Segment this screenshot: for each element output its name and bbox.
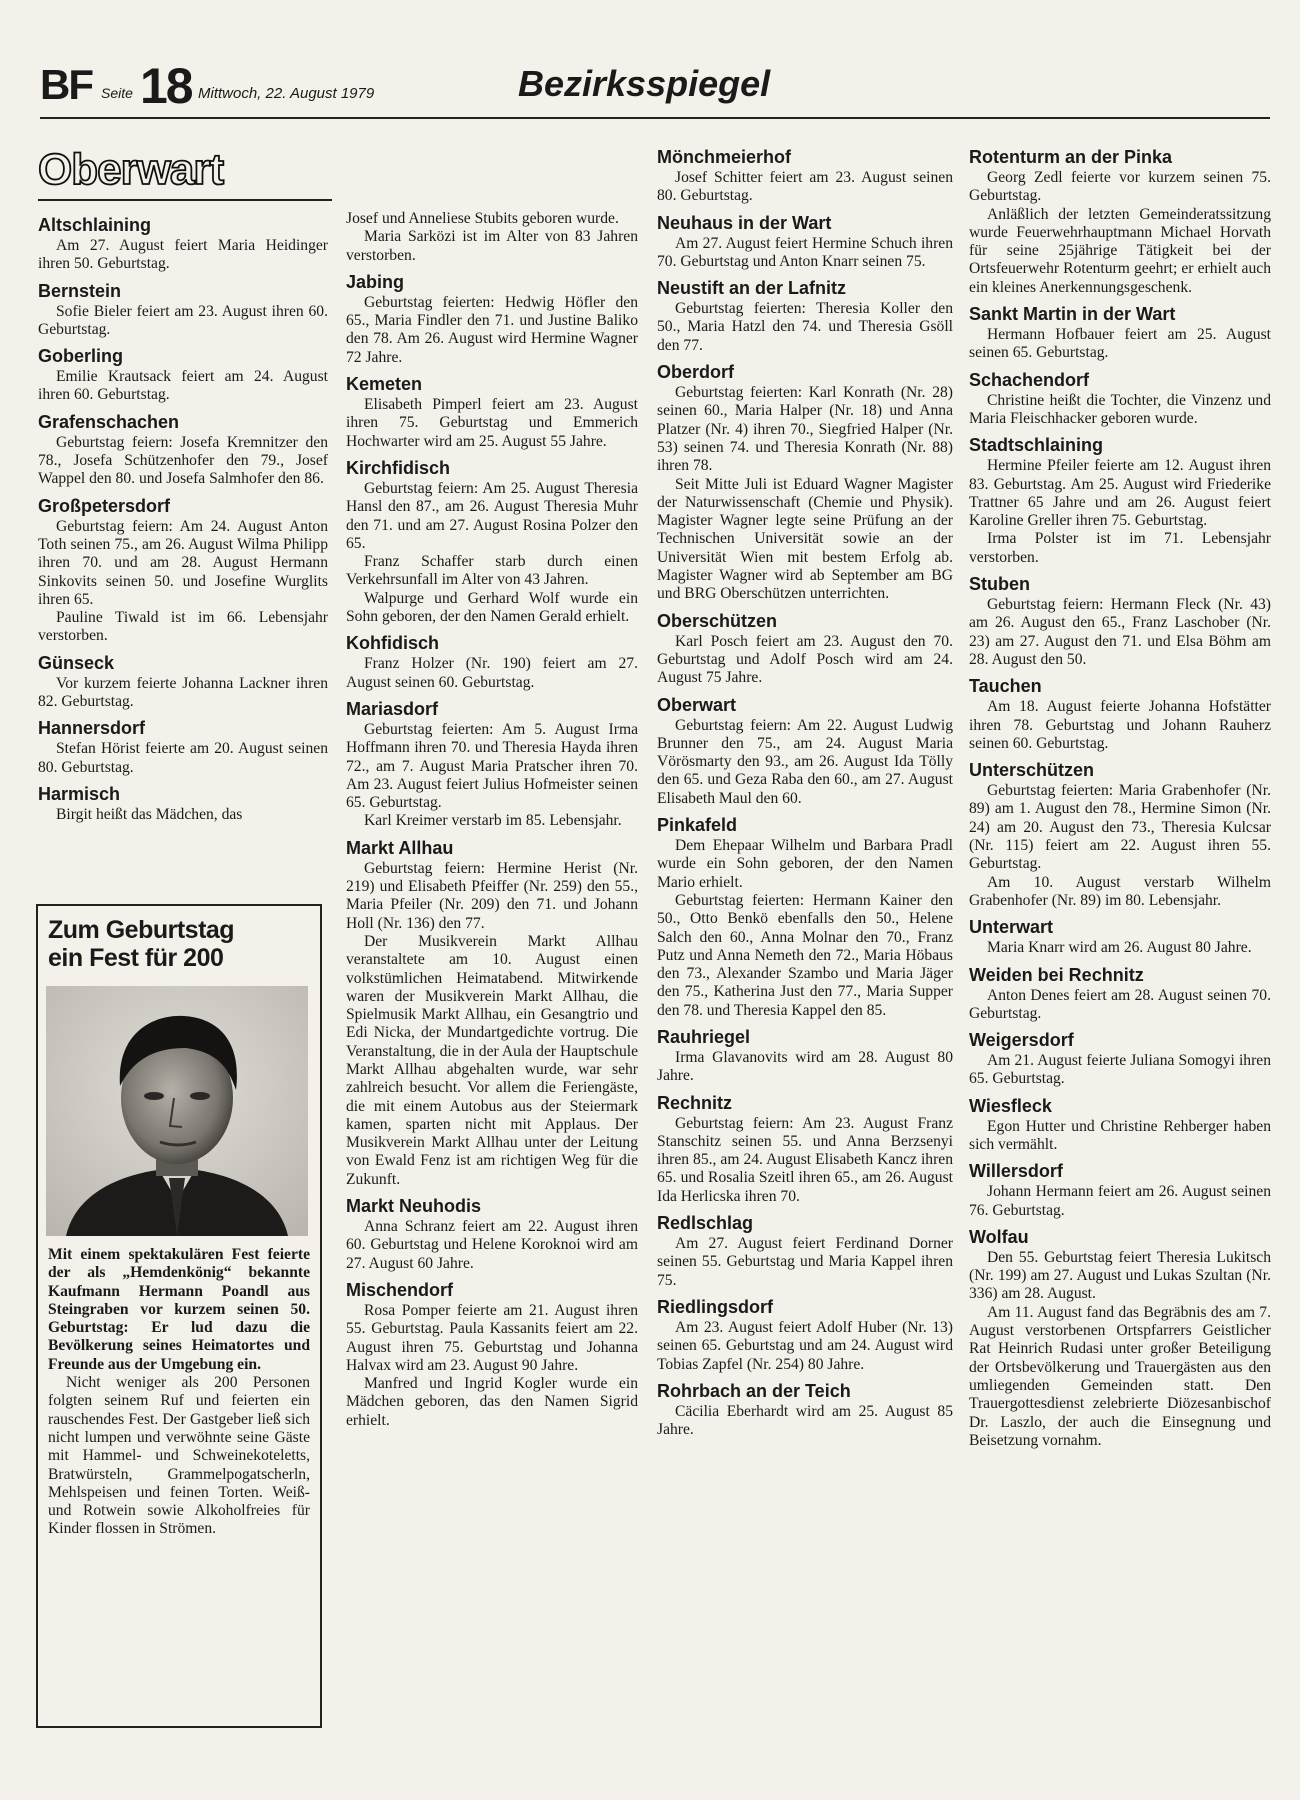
town-heading: Rechnitz bbox=[657, 1092, 733, 1113]
town-heading: Mischendorf bbox=[346, 1279, 454, 1300]
news-paragraph: Am 18. August feierte Johanna Hofstätter ihren 78. Geburtstag und Johann Rauherz seinen 60. Geburtstag. bbox=[969, 698, 1271, 752]
town-heading: Altschlaining bbox=[38, 215, 152, 235]
town-heading: Unterwart bbox=[969, 917, 1054, 938]
town-heading: Mönchmeierhof bbox=[657, 147, 792, 167]
town-heading: Weigersdorf bbox=[969, 1030, 1074, 1051]
town-heading: Wiesfleck bbox=[969, 1095, 1052, 1116]
town-heading: Goberling bbox=[38, 346, 123, 367]
news-paragraph: Irma Polster ist im 71. Lebensjahr verstorben. bbox=[969, 530, 1271, 566]
town-heading: Oberdorf bbox=[657, 362, 735, 383]
town-heading: Neustift an der Lafnitz bbox=[657, 278, 847, 299]
news-paragraph: Irma Glavanovits wird am 28. August 80 Jahre. bbox=[657, 1048, 953, 1085]
news-paragraph: Am 27. August feiert Ferdinand Dorner seinen 55. Geburtstag und Maria Kappel ihren 75. bbox=[657, 1235, 953, 1289]
news-paragraph: Am 21. August feierte Juliana Somogyi ihren 65. Geburtstag. bbox=[969, 1052, 1271, 1088]
issue-date: Mittwoch, 22. August 1979 bbox=[198, 85, 375, 102]
news-paragraph: Geburtstag feierten: Am 5. August Irma Hoffmann ihren 70. und Theresia Hayda ihren 72., am 7. August Maria Pratscher ihren 70. Am 23. August feiert Julius Hofmeister seinen 65. Geburtstag. bbox=[346, 720, 638, 812]
news-paragraph: Stefan Hörist feierte am 20. August seinen 80. Geburtstag. bbox=[38, 740, 328, 776]
box-headline-line-2: ein Fest für 200 bbox=[48, 944, 224, 972]
news-paragraph: Geburtstag feiern: Am 22. August Ludwig Brunner den 75., am 24. August Maria Vörösmarty den 93., am 26. August Ida Tölly den 65. und Geza Raba den 60., am 27. August Elisabeth Maul den 60. bbox=[657, 716, 953, 807]
town-heading: Schachendorf bbox=[969, 369, 1090, 390]
news-paragraph: Rosa Pomper feierte am 21. August ihren 55. Geburtstag. Paula Kassanits feiert am 22. August ihren 75. Geburtstag und Johanna Halvax wird am 23. August 90 Jahre. bbox=[346, 1301, 638, 1374]
town-heading: Redlschlag bbox=[657, 1213, 754, 1234]
town-heading: Stadtschlaining bbox=[969, 435, 1104, 456]
news-paragraph: Geburtstag feiern: Am 25. August Theresia Hansl den 87., am 26. August Theresia Muhr den 71. und am 27. August Rosina Polzer den 65. bbox=[346, 479, 638, 552]
news-paragraph: Birgit heißt das Mädchen, das bbox=[56, 805, 243, 823]
town-heading: Oberwart bbox=[657, 694, 737, 715]
town-heading: Großpetersdorf bbox=[38, 495, 171, 516]
news-paragraph: Karl Posch feiert am 23. August den 70. Geburtstag und Adolf Posch wird am 24. August 75 Jahre. bbox=[657, 632, 953, 687]
news-paragraph: Geburtstag feiern: Hermine Herist (Nr. 219) und Elisabeth Pfeiffer (Nr. 259) den 55., Maria Pfeiler (Nr. 209) den 71. und Johann Holl (Nr. 136) den 77. bbox=[346, 859, 638, 932]
news-paragraph: Geburtstag feiern: Hermann Fleck (Nr. 43) am 26. August den 65., Franz Laschober (Nr. 23) am 27. August den 71. und Elsa Böhm am 28. August den 50. bbox=[969, 596, 1271, 668]
town-heading: Rotenturm an der Pinka bbox=[969, 147, 1173, 167]
news-paragraph: Elisabeth Pimperl feiert am 23. August ihren 75. Geburtstag und Emmerich Hochwarter wird am 25. August 55 Jahre. bbox=[346, 396, 638, 450]
town-heading: Willersdorf bbox=[969, 1161, 1063, 1182]
town-heading: Grafenschachen bbox=[38, 411, 180, 432]
news-paragraph: Pauline Tiwald ist im 66. Lebensjahr verstorben. bbox=[38, 609, 328, 645]
town-title: Oberwart bbox=[38, 145, 224, 194]
page-label: Seite bbox=[101, 85, 133, 101]
town-heading: Hannersdorf bbox=[38, 718, 146, 739]
news-paragraph: Geburtstag feiern: Josefa Kremnitzer den 78., Josefa Schützenhofer den 79., Josef Wappel den 80. und Josefa Salmhofer den 86. bbox=[38, 433, 328, 488]
box-article bbox=[48, 1246, 310, 1539]
masthead-rule bbox=[40, 117, 1270, 119]
town-heading: Mariasdorf bbox=[346, 698, 439, 719]
news-paragraph: Geburtstag feiern: Am 23. August Franz Stanschitz seinen 55. und Anna Berzsenyi ihren 85., am 24. August Elisabeth Kancz ihren 65. und Rosalia Szeitl ihren 65., am 26. August Ida Herlicska ihren 70. bbox=[657, 1114, 953, 1205]
box-body: Nicht weniger als 200 Personen folgten seinem Ruf und feierten ein rauschendes Fest. Der Gastgeber ließ sich nicht lumpen und verwöhnte seine Gäste mit Hammel- und Schweinekoteletts, Bratwürsteln, Grammelpogatscherln, Mehlspeisen und feinen Torten. Weiß- und Rotwein sowie Alkoholfreies für Kinder flossen in Strömen. bbox=[48, 1374, 310, 1538]
town-heading: Wolfau bbox=[969, 1226, 1029, 1247]
town-heading: Sankt Martin in der Wart bbox=[969, 304, 1176, 325]
town-heading: Kohfidisch bbox=[346, 633, 439, 654]
newspaper-logo: BF bbox=[40, 61, 92, 108]
feature-box bbox=[36, 904, 322, 1728]
news-paragraph: Anna Schranz feiert am 22. August ihren 60. Geburtstag und Helene Koroknoi wird am 27. August 60 Jahre. bbox=[346, 1218, 638, 1272]
news-paragraph: Sofie Bieler feiert am 23. August ihren 60. Geburtstag. bbox=[38, 302, 328, 338]
town-banner bbox=[38, 145, 338, 200]
news-paragraph: Hermine Pfeiler feierte am 12. August ihren 83. Geburtstag. Am 25. August wird Friederike Trattner 65 Jahre und am 26. August feiert Karoline Greller ihren 75. Geburtstag. bbox=[969, 457, 1271, 530]
news-paragraph: Anton Denes feiert am 28. August seinen 70. Geburtstag. bbox=[969, 986, 1271, 1022]
news-paragraph: Dem Ehepaar Wilhelm und Barbara Pradl wurde ein Sohn geboren, der den Namen Mario erhielt. bbox=[657, 837, 953, 891]
news-paragraph: Hermann Hofbauer feiert am 25. August seinen 65. Geburtstag. bbox=[969, 326, 1271, 362]
town-heading: Markt Neuhodis bbox=[346, 1196, 482, 1217]
news-paragraph: Maria Knarr wird am 26. August 80 Jahre. bbox=[987, 939, 1252, 957]
news-paragraph: Am 27. August feiert Maria Heidinger ihren 50. Geburtstag. bbox=[38, 237, 328, 273]
news-paragraph: Maria Sarközi ist im Alter von 83 Jahren verstorben. bbox=[346, 228, 638, 264]
town-heading: Oberschützen bbox=[657, 610, 778, 631]
news-paragraph: Christine heißt die Tochter, die Vinzenz und Maria Fleischhacker geboren wurde. bbox=[969, 391, 1271, 427]
news-paragraph: Seit Mitte Juli ist Eduard Wagner Magister der Naturwissenschaft (Chemie und Physik). Magister Wagner legte seine Prüfung an der Technischen Universität sowie an der Universität Wien mit bestem Erfolg ab. Magister Wagner wird ab September am BG und BRG Oberschützen unterrichten. bbox=[657, 475, 953, 603]
town-heading: Rohrbach an der Teich bbox=[657, 1380, 851, 1401]
town-heading: Rauhriegel bbox=[657, 1026, 751, 1047]
column-1 bbox=[38, 214, 328, 954]
column-2 bbox=[346, 210, 638, 1800]
town-heading: Pinkafeld bbox=[657, 815, 738, 836]
news-paragraph: Geburtstag feierten: Hermann Kainer den 50., Otto Benkö ebenfalls den 50., Helene Salch den 60., Anna Molnar den 70., Franz Putz und Anna Nemeth den 72., Maria Höbaus den 73., Alexander Szambo und Maria Jäger den 75., Katherina Just den 77., Maria Supper den 78. und Theresia Kappel den 85. bbox=[657, 891, 953, 1019]
column-4 bbox=[969, 146, 1271, 1736]
news-paragraph: Geburtstag feierten: Karl Konrath (Nr. 28) seinen 60., Maria Halper (Nr. 18) und Anna Platzer (Nr. 4) ihren 70., Siegfried Halper (Nr. 53) seinen 74. und Theresia Konrath (Nr. 88) ihren 78. bbox=[657, 384, 953, 475]
box-lead: Mit einem spektakulären Fest feierte der als „Hemdenkönig“ bekannte Kaufmann Hermann Poandl aus Steingraben vor kurzem seinen 50. Geburtstag: Er lud dazu die Bevölkerung seines Heimatortes und Freunde aus der Umgebung ein. bbox=[48, 1246, 310, 1373]
section-title: Bezirksspiegel bbox=[518, 63, 771, 104]
portrait-illustration bbox=[46, 986, 308, 1236]
news-paragraph: Den 55. Geburtstag feiert Theresia Lukitsch (Nr. 199) am 27. August und Lukas Szultan (Nr. 336) am 28. August. bbox=[969, 1248, 1271, 1303]
column-3 bbox=[657, 146, 953, 1736]
news-paragraph: Anläßlich der letzten Gemeinderatssitzung wurde Feuerwehrhauptmann Michael Horvath für seine 25jährige Tätigkeit bei der Ortsfeuerwehr Rotenturm geehrt; er erhielt auch ein kleines Anerkennungsgeschenk. bbox=[969, 205, 1271, 296]
page-number: 18 bbox=[140, 58, 192, 114]
news-paragraph: Franz Schaffer starb durch einen Verkehrsunfall im Alter von 43 Jahren. bbox=[346, 553, 638, 589]
masthead bbox=[40, 55, 1270, 117]
box-headline-line-1: Zum Geburtstag bbox=[48, 916, 235, 944]
news-paragraph: Karl Kreimer verstarb im 85. Lebensjahr. bbox=[364, 812, 622, 830]
news-paragraph: Walpurge und Gerhard Wolf wurde ein Sohn geboren, der den Namen Gerald erhielt. bbox=[346, 589, 638, 626]
town-heading: Unterschützen bbox=[969, 760, 1095, 781]
news-paragraph: Josef und Anneliese Stubits geboren wurde. bbox=[346, 210, 619, 227]
town-heading: Kirchfidisch bbox=[346, 457, 451, 478]
news-paragraph: Georg Zedl feierte vor kurzem seinen 75. Geburtstag. bbox=[969, 169, 1271, 205]
portrait-photo bbox=[46, 986, 308, 1236]
banner-rule bbox=[38, 199, 332, 201]
town-heading: Günseck bbox=[38, 652, 115, 673]
news-paragraph: Am 11. August fand das Begräbnis des am 7. August verstorbenen Ortspfarrers Geistlicher Rat Heinrich Rudasi unter großer Beteiligung der Ortsbevölkerung und Trauergästen aus den umliegenden Gemeinden statt. Den Trauergottesdienst zelebrierte Diözesanbischof Dr. Laszlo, der auch die Einsegnung und Beisetzung vornahm. bbox=[969, 1303, 1271, 1449]
box-headline bbox=[48, 916, 320, 972]
news-paragraph: Am 23. August feiert Adolf Huber (Nr. 13) seinen 65. Geburtstag und am 24. August wird Tobias Zapfel (Nr. 254) 80 Jahre. bbox=[657, 1318, 953, 1373]
news-paragraph: Am 10. August verstarb Wilhelm Grabenhofer (Nr. 89) im 80. Lebensjahr. bbox=[969, 873, 1271, 909]
town-heading: Riedlingsdorf bbox=[657, 1296, 773, 1317]
town-heading: Weiden bei Rechnitz bbox=[969, 964, 1144, 985]
news-paragraph: Josef Schitter feiert am 23. August seinen 80. Geburtstag. bbox=[657, 169, 953, 205]
town-heading: Markt Allhau bbox=[346, 837, 454, 858]
news-paragraph: Geburtstag feiern: Am 24. August Anton Toth seinen 75., am 26. August Wilma Philipp ihren 70. und am 28. August Hermann Sinkovits seinen 50. und Josefine Wurglits ihren 65. bbox=[38, 517, 328, 608]
news-paragraph: Vor kurzem feierte Johanna Lackner ihren 82. Geburtstag. bbox=[38, 674, 328, 711]
town-heading: Tauchen bbox=[969, 676, 1042, 697]
news-paragraph: Emilie Krautsack feiert am 24. August ihren 60. Geburtstag. bbox=[38, 368, 328, 404]
town-heading: Stuben bbox=[969, 574, 1030, 595]
town-heading: Kemeten bbox=[346, 374, 423, 395]
news-paragraph: Am 27. August feiert Hermine Schuch ihren 70. Geburtstag und Anton Knarr seinen 75. bbox=[657, 234, 953, 270]
town-heading: Jabing bbox=[346, 271, 405, 292]
town-heading: Neuhaus in der Wart bbox=[657, 212, 832, 233]
news-paragraph: Johann Hermann feiert am 26. August seinen 76. Geburtstag. bbox=[969, 1183, 1271, 1219]
news-paragraph: Geburtstag feierten: Theresia Koller den 50., Maria Hatzl den 74. und Theresia Gsöll den 77. bbox=[657, 300, 953, 354]
news-paragraph: Geburtstag feierten: Hedwig Höfler den 65., Maria Findler den 71. und Justine Baliko den 78. Am 26. August wird Hermine Wagner 72 Jahre. bbox=[346, 293, 638, 366]
news-paragraph: Manfred und Ingrid Kogler wurde ein Mädchen geboren, das den Namen Sigrid erhielt. bbox=[346, 1375, 638, 1429]
news-paragraph: Egon Hutter und Christine Rehberger haben sich vermählt. bbox=[969, 1117, 1271, 1153]
news-paragraph: Cäcilia Eberhardt wird am 25. August 85 Jahre. bbox=[657, 1402, 953, 1439]
news-paragraph: Geburtstag feierten: Maria Grabenhofer (Nr. 89) am 1. August den 78., Hermine Simon (Nr. 24) am 20. August den 73., Theresia Kulcsar (Nr. 115) feiert am 22. August ihren 55. Geburtstag. bbox=[969, 782, 1271, 873]
news-paragraph: Franz Holzer (Nr. 190) feiert am 27. August seinen 60. Geburtstag. bbox=[346, 655, 638, 691]
news-paragraph: Der Musikverein Markt Allhau veranstaltete am 10. August einen volkstümlichen Heimatabend. Mitwirkende waren der Musikverein Markt Allhau, die Spielmusik Markt Allhau, ein Gesangtrio und Edi Nicka, der Mundartgedichte vortrug. Die Veranstaltung, die in der Aula der Hauptschule Markt Allhau abgehalten wurde, war sehr zahlreich besucht. Vor allem die Feriengäste, die mit einem Autobus aus der Steiermark kamen, sparten nicht mit Applaus. Der Musikverein Markt Allhau unter der Leitung von Ewald Fenz ist am richtigen Weg für die Zukunft. bbox=[346, 932, 638, 1188]
town-heading: Harmisch bbox=[38, 783, 121, 804]
town-heading: Bernstein bbox=[38, 280, 122, 301]
